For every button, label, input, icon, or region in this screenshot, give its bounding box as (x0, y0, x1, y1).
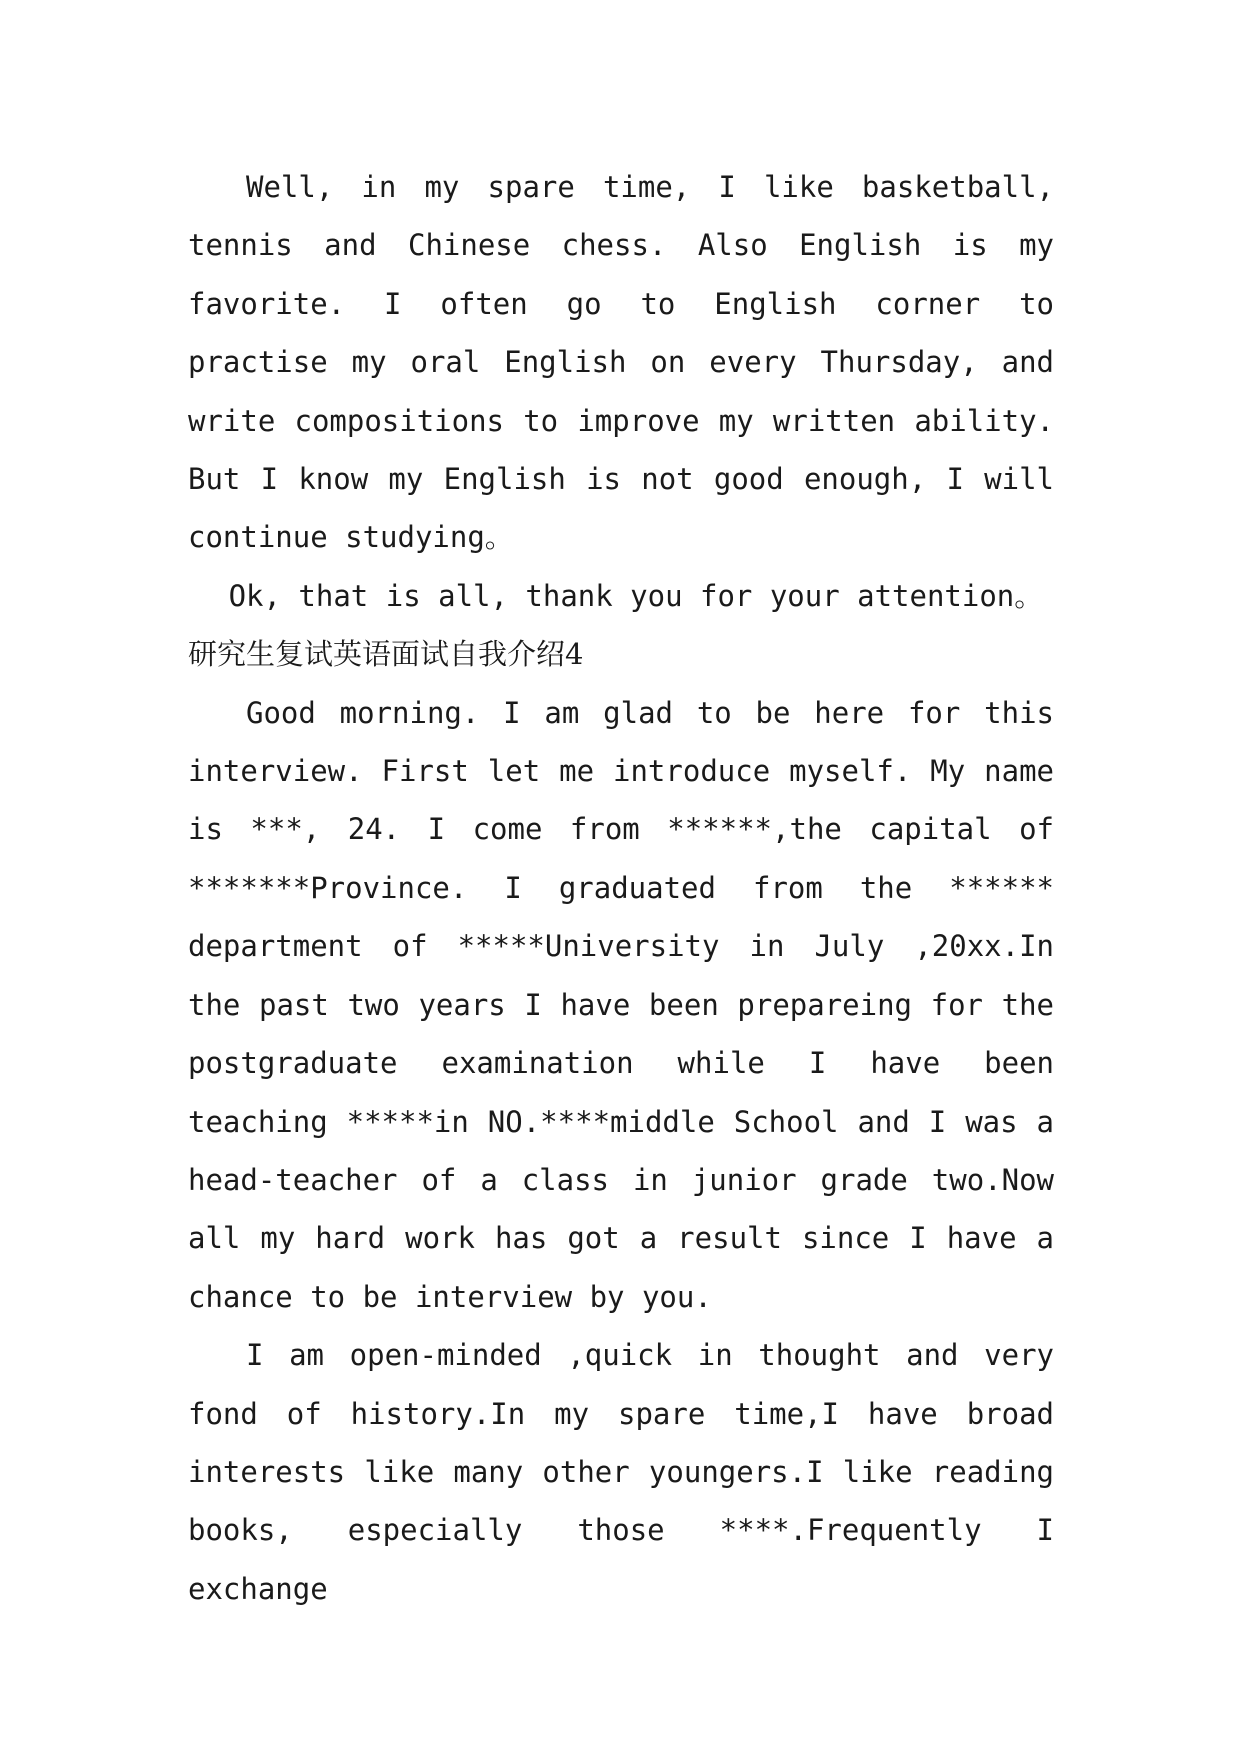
section-heading: 研究生复试英语面试自我介绍4 (188, 637, 584, 672)
paragraph-introduction: Good morning. I am glad to be here for this interview. First let me introduce myself. My name is ***, 24. I come from ******,the capital of *******Province. I graduated from the ****** department of *****University in July ,20xx.In the past two years I have been prepareing for the postgraduate examination while I have been teaching *****in NO.****middle School and I was a head-teacher of a class in junior grade two.Now all my hard work has got a result since I have a chance to be interview by you. (188, 695, 1054, 1314)
paragraph-personality: I am open-minded ,quick in thought and very fond of history.In my spare time,I have broad interests like many other youngers.I like reading books, especially those ****.Frequently I exchange (188, 1338, 1054, 1606)
paragraph-hobbies: Well, in my spare time, I like basketball, tennis and Chinese chess. Also English is my favorite. I often go to English corner to practise my oral English on every Thursday, and write compositions to improve my written ability. But I know my English is not good enough, I will continue studying。 (188, 170, 1054, 555)
paragraph-closing: Ok, that is all, thank you for your attention。 (228, 578, 1044, 613)
document-page (188, 158, 1054, 1618)
